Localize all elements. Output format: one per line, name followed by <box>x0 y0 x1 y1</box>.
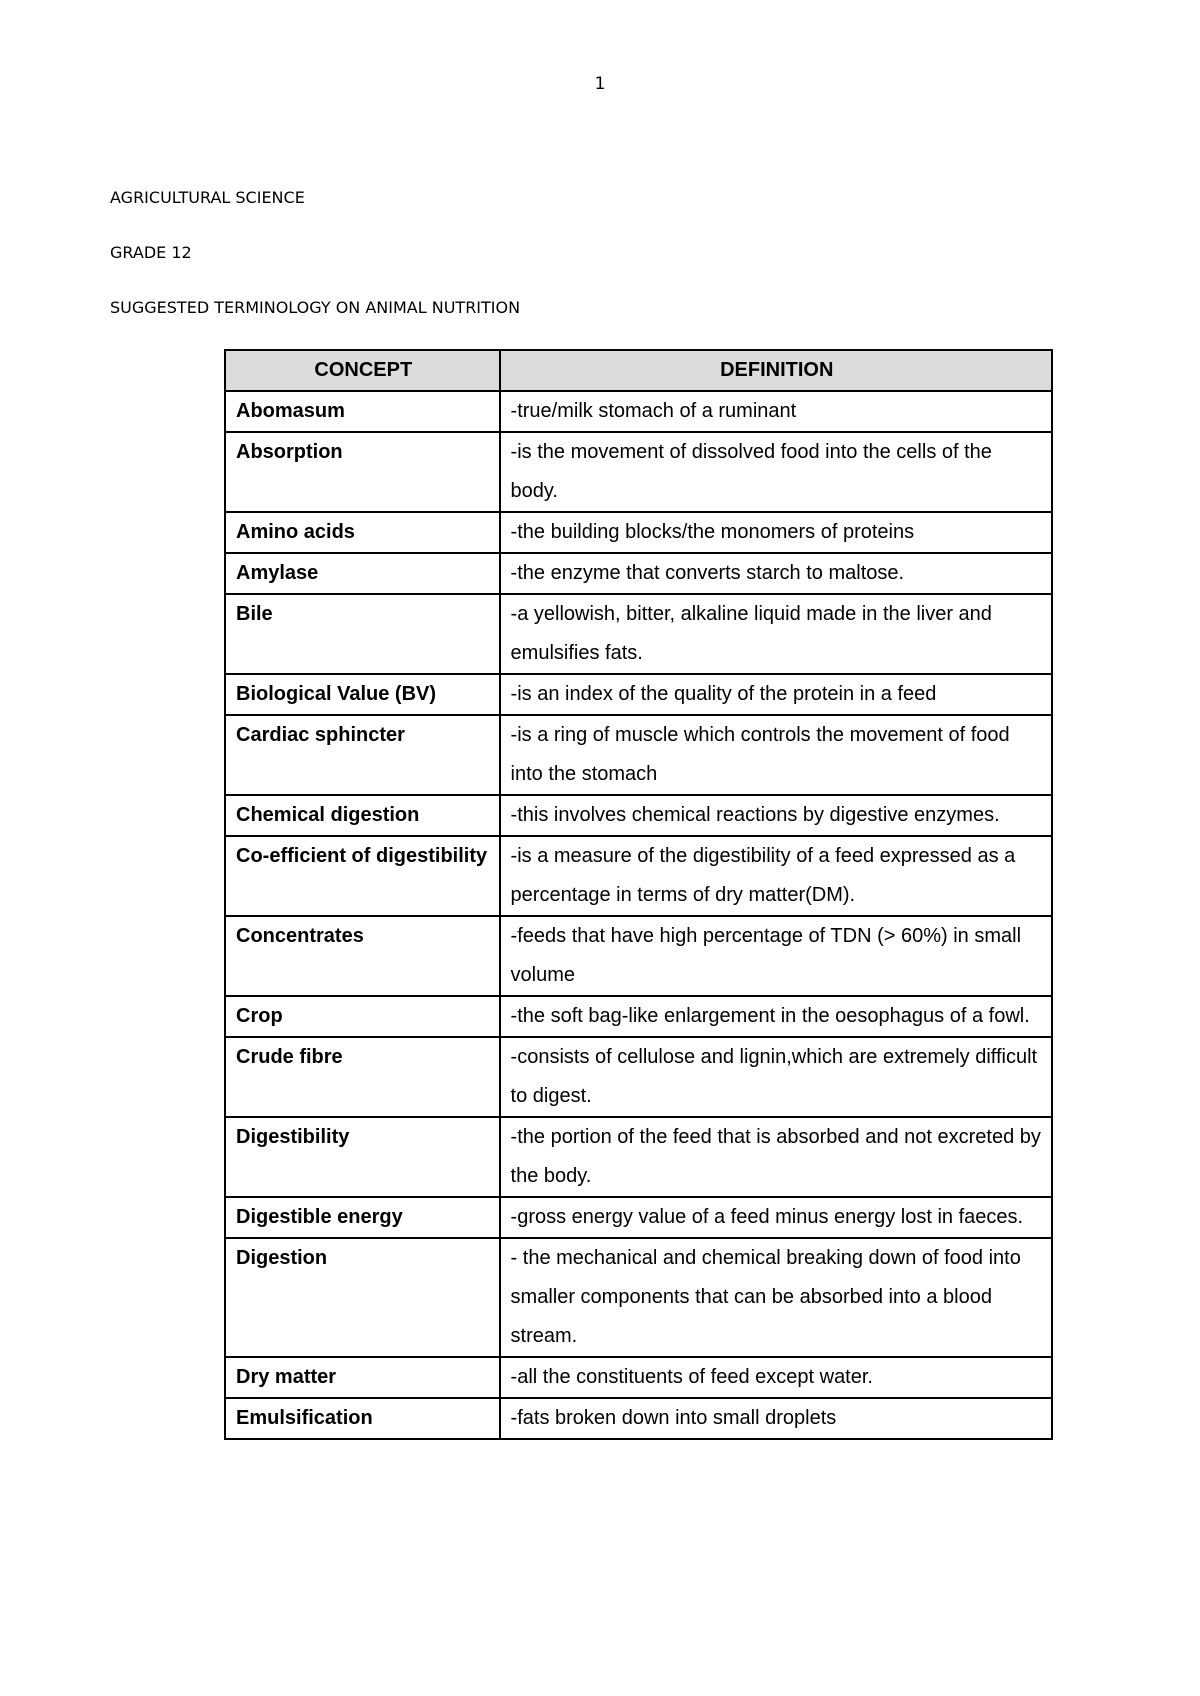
concept-column-header: CONCEPT <box>225 350 500 391</box>
subject-heading: AGRICULTURAL SCIENCE <box>110 188 305 207</box>
definition-cell: -the portion of the feed that is absorbed and not excreted by the body. <box>500 1117 1052 1197</box>
concept-cell: Absorption <box>225 432 500 512</box>
concept-cell: Cardiac sphincter <box>225 715 500 795</box>
table-row <box>225 836 1052 916</box>
definition-cell: -all the constituents of feed except water. <box>500 1357 1052 1398</box>
table-row <box>225 1357 1052 1398</box>
definition-cell: -the enzyme that converts starch to maltose. <box>500 553 1052 594</box>
concept-cell: Dry matter <box>225 1357 500 1398</box>
definition-cell: -the building blocks/the monomers of proteins <box>500 512 1052 553</box>
definition-cell: -is an index of the quality of the protein in a feed <box>500 674 1052 715</box>
definition-cell: -is a ring of muscle which controls the movement of food into the stomach <box>500 715 1052 795</box>
table-row <box>225 432 1052 512</box>
table-header-row <box>225 350 1052 391</box>
concept-cell: Digestible energy <box>225 1197 500 1238</box>
concept-cell: Amylase <box>225 553 500 594</box>
concept-cell: Co-efficient of digestibility <box>225 836 500 916</box>
concept-cell: Chemical digestion <box>225 795 500 836</box>
table-row <box>225 391 1052 432</box>
concept-cell: Bile <box>225 594 500 674</box>
topic-heading: SUGGESTED TERMINOLOGY ON ANIMAL NUTRITION <box>110 298 521 317</box>
table-row <box>225 1037 1052 1117</box>
concept-cell: Digestion <box>225 1238 500 1357</box>
concept-cell: Crop <box>225 996 500 1037</box>
definition-cell: -true/milk stomach of a ruminant <box>500 391 1052 432</box>
page-number: 1 <box>594 74 606 94</box>
table-row <box>225 795 1052 836</box>
concept-cell: Crude fibre <box>225 1037 500 1117</box>
definition-cell: -is a measure of the digestibility of a feed expressed as a percentage in terms of dry matter(DM). <box>500 836 1052 916</box>
terminology-table <box>224 349 1053 1440</box>
table-row <box>225 594 1052 674</box>
table-row <box>225 715 1052 795</box>
definition-cell: -gross energy value of a feed minus energy lost in faeces. <box>500 1197 1052 1238</box>
definition-cell: -this involves chemical reactions by digestive enzymes. <box>500 795 1052 836</box>
table-row <box>225 916 1052 996</box>
concept-cell: Abomasum <box>225 391 500 432</box>
table-row <box>225 996 1052 1037</box>
table-row <box>225 1197 1052 1238</box>
concept-cell: Biological Value (BV) <box>225 674 500 715</box>
definition-column-header: DEFINITION <box>500 350 1052 391</box>
concept-cell: Digestibility <box>225 1117 500 1197</box>
definition-cell: - the mechanical and chemical breaking down of food into smaller components that can be absorbed into a blood stream. <box>500 1238 1052 1357</box>
definition-cell: -fats broken down into small droplets <box>500 1398 1052 1439</box>
definition-cell: -the soft bag-like enlargement in the oesophagus of a fowl. <box>500 996 1052 1037</box>
concept-cell: Concentrates <box>225 916 500 996</box>
table-row <box>225 1117 1052 1197</box>
table-row <box>225 553 1052 594</box>
grade-heading: GRADE 12 <box>110 243 192 262</box>
concept-cell: Amino acids <box>225 512 500 553</box>
definition-cell: -consists of cellulose and lignin,which are extremely difficult to digest. <box>500 1037 1052 1117</box>
table-row <box>225 512 1052 553</box>
definition-cell: -a yellowish, bitter, alkaline liquid made in the liver and emulsifies fats. <box>500 594 1052 674</box>
table-row <box>225 1398 1052 1439</box>
concept-cell: Emulsification <box>225 1398 500 1439</box>
definition-cell: -feeds that have high percentage of TDN (> 60%) in small volume <box>500 916 1052 996</box>
table-row <box>225 674 1052 715</box>
table-row <box>225 1238 1052 1357</box>
definition-cell: -is the movement of dissolved food into the cells of the body. <box>500 432 1052 512</box>
